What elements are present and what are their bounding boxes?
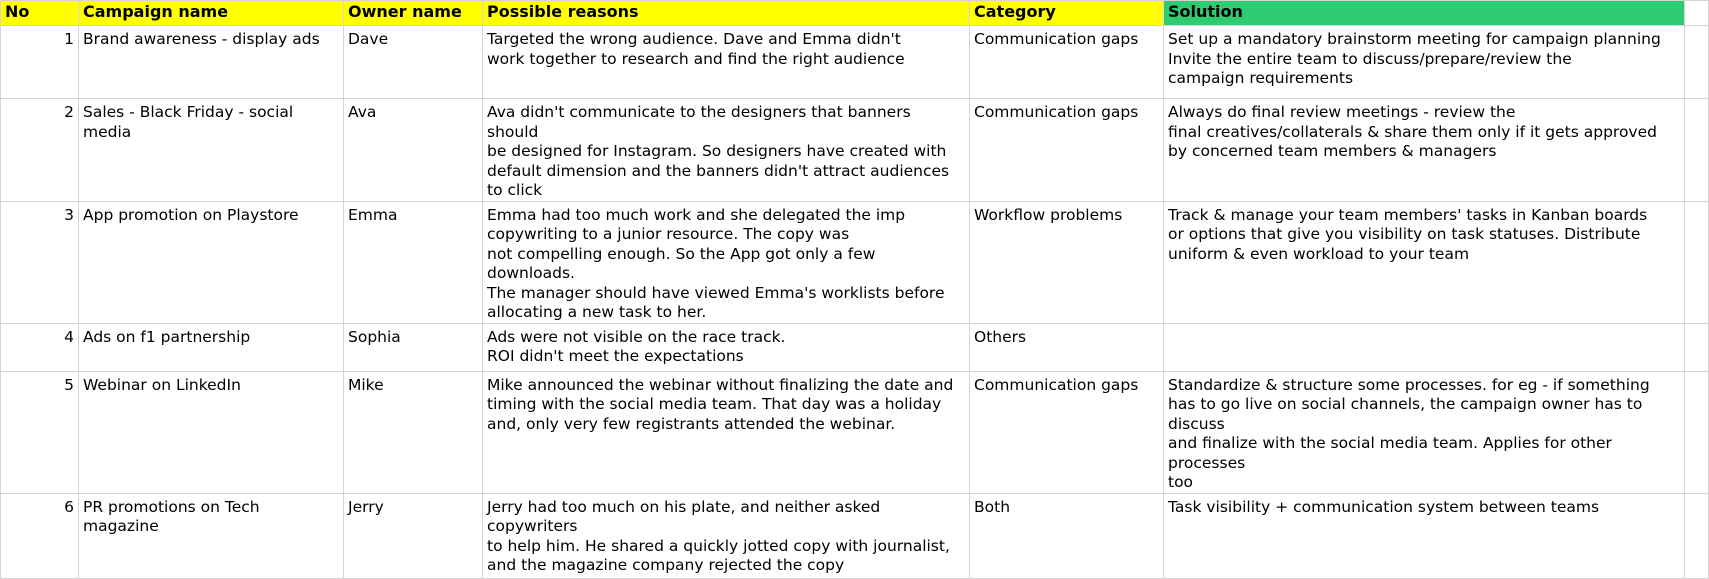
cell-campaign-name[interactable]: Sales - Black Friday - social media — [79, 99, 344, 202]
header-no[interactable]: No — [1, 1, 79, 26]
cell-empty[interactable] — [1685, 26, 1709, 99]
cell-possible-reasons[interactable]: Targeted the wrong audience. Dave and Emma didn't work together to research and find the right audience — [483, 26, 970, 99]
cell-owner-name[interactable]: Emma — [344, 201, 483, 323]
cell-campaign-name[interactable]: App promotion on Playstore — [79, 201, 344, 323]
header-possible-reasons[interactable]: Possible reasons — [483, 1, 970, 26]
cell-no[interactable]: 3 — [1, 201, 79, 323]
cell-category[interactable]: Communication gaps — [970, 99, 1164, 202]
cell-category[interactable]: Both — [970, 493, 1164, 578]
cell-no[interactable]: 1 — [1, 26, 79, 99]
cell-possible-reasons[interactable]: Mike announced the webinar without finalizing the date and timing with the social media team. That day was a holiday and, only very few registrants attended the webinar. — [483, 371, 970, 493]
header-owner-name[interactable]: Owner name — [344, 1, 483, 26]
cell-owner-name[interactable]: Mike — [344, 371, 483, 493]
cell-empty[interactable] — [1685, 371, 1709, 493]
cell-no[interactable]: 2 — [1, 99, 79, 202]
cell-solution[interactable]: Always do final review meetings - review the final creatives/collaterals & share them only if it gets approved by concerned team members & managers — [1164, 99, 1685, 202]
table-row — [1, 99, 1709, 202]
cell-no[interactable]: 6 — [1, 493, 79, 578]
cell-category[interactable]: Workflow problems — [970, 201, 1164, 323]
cell-campaign-name[interactable]: Brand awareness - display ads — [79, 26, 344, 99]
empty-header-cell[interactable] — [1685, 1, 1709, 26]
table-row — [1, 371, 1709, 493]
table-row — [1, 493, 1709, 578]
cell-solution[interactable]: Task visibility + communication system between teams — [1164, 493, 1685, 578]
cell-campaign-name[interactable]: Ads on f1 partnership — [79, 323, 344, 371]
header-campaign-name[interactable]: Campaign name — [79, 1, 344, 26]
cell-category[interactable]: Communication gaps — [970, 26, 1164, 99]
cell-solution[interactable]: Standardize & structure some processes. for eg - if something has to go live on social channels, the campaign owner has to discuss and finalize with the social media team. Applies for other processes too — [1164, 371, 1685, 493]
cell-no[interactable]: 5 — [1, 371, 79, 493]
cell-possible-reasons[interactable]: Ads were not visible on the race track. ROI didn't meet the expectations — [483, 323, 970, 371]
cell-empty[interactable] — [1685, 99, 1709, 202]
cell-empty[interactable] — [1685, 201, 1709, 323]
cell-category[interactable]: Communication gaps — [970, 371, 1164, 493]
cell-category[interactable]: Others — [970, 323, 1164, 371]
cell-owner-name[interactable]: Jerry — [344, 493, 483, 578]
header-row — [1, 1, 1709, 26]
header-category[interactable]: Category — [970, 1, 1164, 26]
header-solution[interactable]: Solution — [1164, 1, 1685, 26]
cell-owner-name[interactable]: Ava — [344, 99, 483, 202]
cell-possible-reasons[interactable]: Jerry had too much on his plate, and neither asked copywriters to help him. He shared a quickly jotted copy with journalist, and the magazine company rejected the copy — [483, 493, 970, 578]
cell-solution[interactable] — [1164, 323, 1685, 371]
cell-possible-reasons[interactable]: Ava didn't communicate to the designers that banners should be designed for Instagram. So designers have created with default dimension and the banners didn't attract audiences to click — [483, 99, 970, 202]
cell-empty[interactable] — [1685, 493, 1709, 578]
cell-solution[interactable]: Track & manage your team members' tasks in Kanban boards or options that give you visibility on task statuses. Distribute uniform & even workload to your team — [1164, 201, 1685, 323]
cell-owner-name[interactable]: Sophia — [344, 323, 483, 371]
table-row — [1, 323, 1709, 371]
cell-solution[interactable]: Set up a mandatory brainstorm meeting for campaign planning Invite the entire team to discuss/prepare/review the campaign requirements — [1164, 26, 1685, 99]
cell-possible-reasons[interactable]: Emma had too much work and she delegated the imp copywriting to a junior resource. The copy was not compelling enough. So the App got only a few downloads. The manager should have viewed Emma's worklists before allocating a new task to her. — [483, 201, 970, 323]
cell-empty[interactable] — [1685, 323, 1709, 371]
cell-campaign-name[interactable]: Webinar on LinkedIn — [79, 371, 344, 493]
table-row — [1, 26, 1709, 99]
cell-no[interactable]: 4 — [1, 323, 79, 371]
table-row — [1, 201, 1709, 323]
cell-owner-name[interactable]: Dave — [344, 26, 483, 99]
cell-campaign-name[interactable]: PR promotions on Tech magazine — [79, 493, 344, 578]
